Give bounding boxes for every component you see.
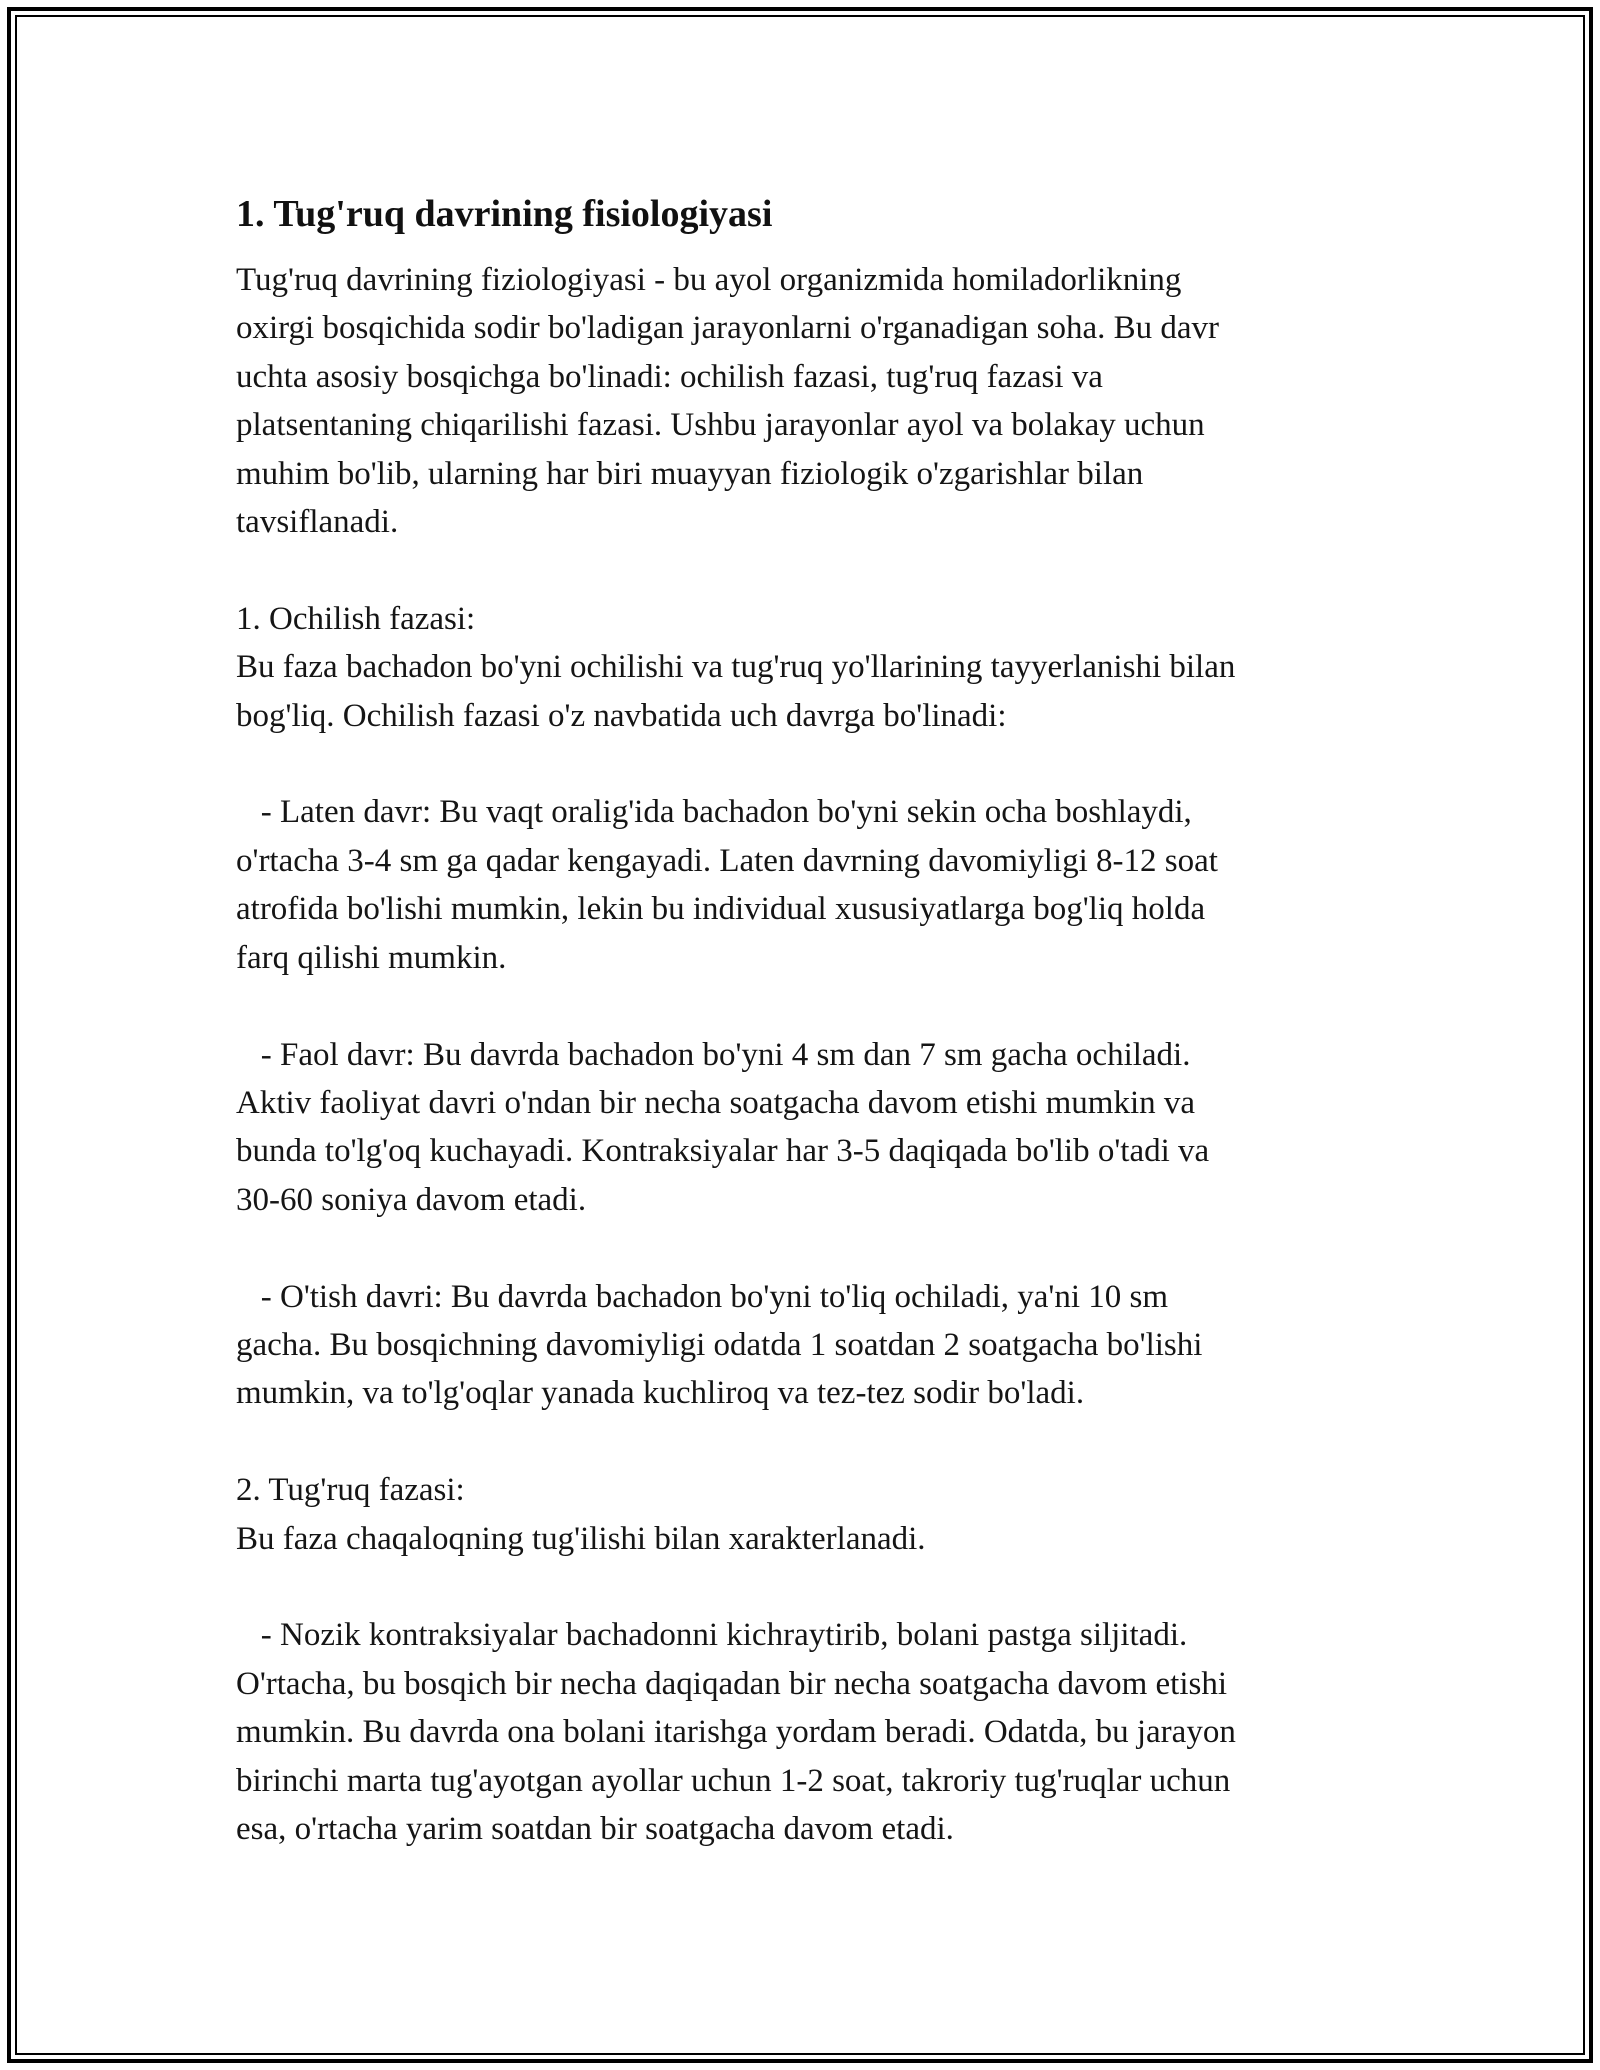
document-body-text: Tug'ruq davrining fiziologiyasi - bu ayol organizmida homiladorlikning oxirgi bosqichida sodir bo'ladigan jarayonlarni o'rganadigan soha. Bu davr uchta asosiy bosqichga bo'linadi: ochilish fazasi, tug'ruq fazasi va platsentaning chiqarilishi fazasi. Ushbu jarayonlar ayol va bolakay uchun muhim bo'lib, ularning har biri muayyan fiziologik o'zgarishlar bilan tavsiflanadi. 1. Ochilish fazasi: Bu faza bachadon bo'yni ochilishi va tug'ruq yo'llarining tayyerlanishi bilan bog'liq. Ochilish fazasi o'z navbatida uch davrga bo'linadi: - Laten davr: Bu vaqt oralig'ida bachadon bo'yni sekin ocha boshlaydi, o'rtacha 3-4 sm ga qadar kengayadi. Laten davrning davomiyligi 8-12 soat atrofida bo'lishi mumkin, lekin bu individual xususiyatlarga bog'liq holda farq qilishi mumkin. - Faol davr: Bu davrda bachadon bo'yni 4 sm dan 7 sm gacha ochiladi. Aktiv faoliyat davri o'ndan bir necha soatgacha davom etishi mumkin va bunda to'lg'oq kuchayadi. Kontraksiyalar har 3-5 daqiqada bo'lib o'tadi va 30-60 soniya davom etadi. - O'tish davri: Bu davrda bachadon bo'yni to'liq ochiladi, ya'ni 10 sm gacha. Bu bosqichning davomiyligi odatda 1 soatdan 2 soatgacha bo'lishi mumkin, va to'lg'oqlar yanada kuchliroq va tez-tez sodir bo'ladi. 2. Tug'ruq fazasi: Bu faza chaqaloqning tug'ilishi bilan xarakterlanadi. - Nozik kontraksiyalar bachadonni kichraytirib, bolani pastga siljitadi. O'rtacha, bu bosqich bir necha daqiqadan bir necha soatgacha davom etishi mumkin. Bu davrda ona bolani itarishga yordam beradi. Odatda, bu jarayon birinchi marta tug'ayotgan ayollar uchun 1-2 soat, takroriy tug'ruqlar uchun esa, o'rtacha yarim soatdan bir soatgacha davom etadi. xyxy=(236,262,1236,1847)
document-content xyxy=(236,188,1366,1853)
document-title: 1. Tug'ruq davrining fisiologiyasi xyxy=(236,193,773,235)
